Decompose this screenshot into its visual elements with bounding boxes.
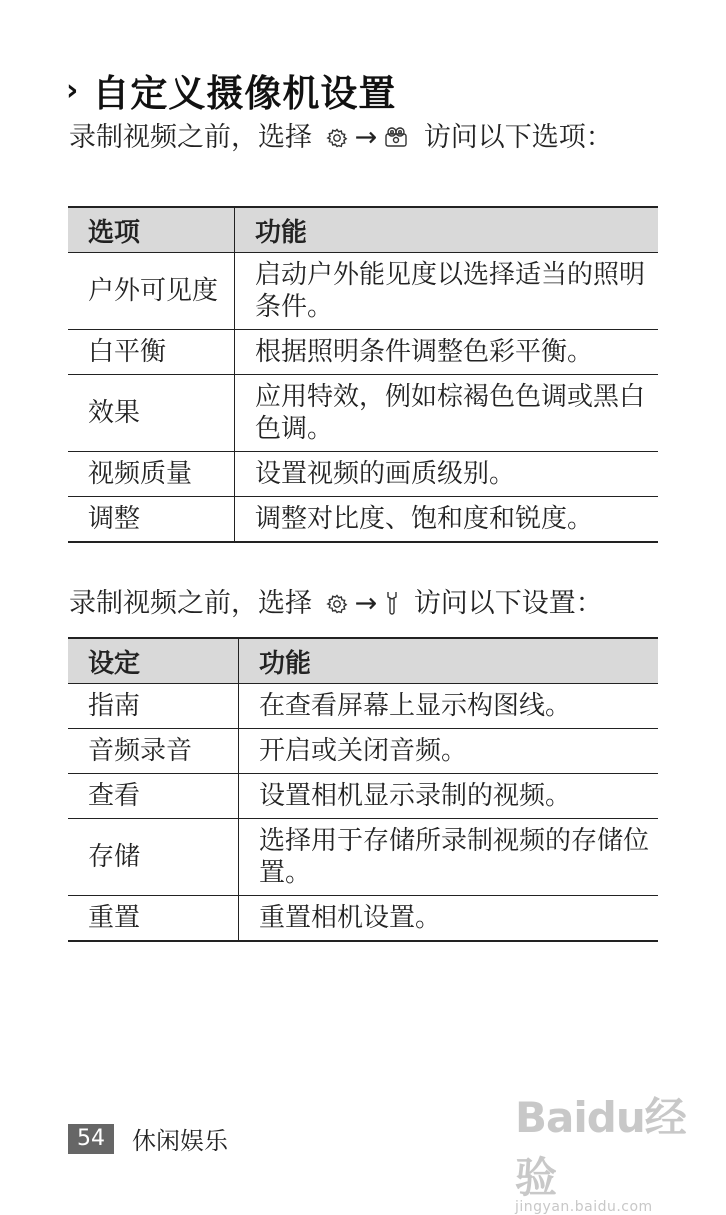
table-header-row xyxy=(68,638,658,684)
option-name: 视频质量 xyxy=(68,452,235,497)
setting-name: 查看 xyxy=(68,774,239,819)
setting-name: 音频录音 xyxy=(68,729,239,774)
table-header-row xyxy=(68,207,658,253)
intro2-before: 录制视频之前，选择 xyxy=(69,588,312,619)
page-footer xyxy=(68,1121,228,1156)
page-title xyxy=(66,62,396,118)
wrench-icon xyxy=(383,590,401,625)
arrow-glyph: → xyxy=(354,122,378,153)
table-row xyxy=(68,452,658,497)
option-description: 根据照明条件调整色彩平衡。 xyxy=(235,330,659,375)
page-number: 54 xyxy=(68,1124,114,1154)
setting-description: 选择用于存储所录制视频的存储位置。 xyxy=(239,819,659,896)
option-name: 户外可见度 xyxy=(68,253,235,330)
camcorder-icon xyxy=(383,124,411,159)
setting-description: 重置相机设置。 xyxy=(259,903,442,933)
option-name: 调整 xyxy=(68,497,235,543)
watermark-logo: Baidu经验 xyxy=(515,1093,686,1202)
intro1-after: 访问以下选项： xyxy=(423,122,613,153)
setting-description: 设置相机显示录制的视频。 xyxy=(239,774,659,819)
option-name: 效果 xyxy=(68,375,235,452)
gear-icon xyxy=(325,590,349,625)
title-text: 自定义摄像机设置 xyxy=(92,72,397,115)
setting-name: 存储 xyxy=(68,819,239,896)
table-row xyxy=(68,729,658,774)
table-row xyxy=(68,497,658,543)
setting-description: 开启或关闭音频。 xyxy=(239,729,659,774)
table-row xyxy=(68,684,658,729)
watermark-url: jingyan.baidu.com xyxy=(515,1199,653,1215)
table-row xyxy=(68,774,658,819)
option-description: 启动户外能见度以选择适当的照明条件。 xyxy=(235,253,659,330)
section-marker: › xyxy=(66,72,79,108)
section-name: 休闲娱乐 xyxy=(132,1127,228,1155)
option-name: 白平衡 xyxy=(68,330,235,375)
intro2-after: 访问以下设置： xyxy=(413,588,603,619)
setting-description: 在查看屏幕上显示构图线。 xyxy=(239,684,659,729)
table-row xyxy=(68,330,658,375)
settings-table xyxy=(68,637,658,942)
column-header-setting: 设定 xyxy=(68,638,239,684)
intro1-before: 录制视频之前，选择 xyxy=(69,122,312,153)
options-table xyxy=(68,206,658,543)
intro-paragraph-settings xyxy=(69,586,669,625)
watermark xyxy=(515,1085,726,1215)
option-description: 设置视频的画质级别。 xyxy=(235,452,659,497)
column-header-function: 功能 xyxy=(235,207,659,253)
setting-name: 重置 xyxy=(68,896,239,942)
gear-icon xyxy=(325,124,349,159)
table-row xyxy=(68,819,658,896)
option-description: 调整对比度、饱和度和锐度。 xyxy=(255,504,594,534)
intro-paragraph-options xyxy=(69,120,629,159)
table-row xyxy=(68,253,658,330)
table-row xyxy=(68,375,658,452)
option-description: 应用特效，例如棕褐色色调或黑白色调。 xyxy=(235,375,659,452)
arrow-glyph: → xyxy=(354,588,378,619)
column-header-function: 功能 xyxy=(239,638,659,684)
column-header-option: 选项 xyxy=(68,207,235,253)
table-row xyxy=(68,896,658,942)
setting-name: 指南 xyxy=(68,684,239,729)
